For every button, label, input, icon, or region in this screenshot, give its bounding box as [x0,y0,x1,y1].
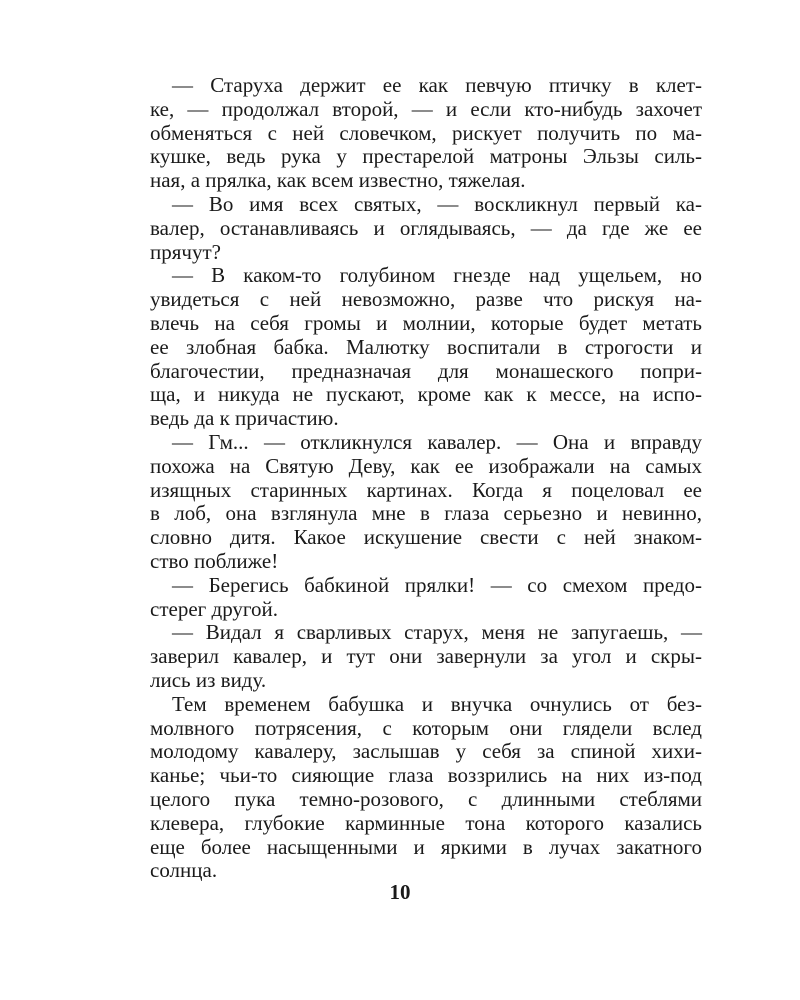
text-line: — Гм... — откликнулся кавалер. — Она и вправду [172,429,702,454]
paragraph [150,693,702,883]
text-line: канье; чьи-то сияющие глаза воззрились на них из-под [150,763,702,788]
text-line: ее злобная бабка. Малютку воспитали в строгости и [150,334,702,359]
text-line: солнца. [150,858,218,883]
text-line: ведь да к причастию. [150,406,339,431]
text-line: ке, — продолжал второй, — и если кто-нибудь захочет [150,96,702,121]
text-line: целого пука темно-розового, с длинными стеблями [150,786,702,811]
text-line: стерег другой. [150,596,278,621]
text-line: молодому кавалеру, заслышав у себя за спиной хихи- [150,739,702,764]
text-line: — В каком-то голубином гнезде над ущельем, но [172,263,702,288]
text-line: еще более насыщенными и яркими в лучах закатного [150,834,702,859]
page-number: 10 [389,880,411,904]
text-line: клевера, глубокие карминные тона которого казались [150,810,702,835]
text-line: — Берегись бабкиной прялки! — со смехом предо- [172,572,702,597]
body-text [150,74,702,883]
paragraph [150,74,702,193]
text-line: Тем временем бабушка и внучка очнулись от без- [172,691,702,716]
paragraph [150,621,702,692]
text-line: заверил кавалер, и тут они завернули за угол и скры- [150,644,702,669]
paragraph [150,574,702,622]
text-line: лись из виду. [150,667,267,692]
paragraph [150,431,702,574]
text-line: молвного потрясения, с которым они глядели вслед [150,715,702,740]
text-line: похожа на Святую Деву, как ее изображали на самых [150,453,702,478]
text-line: обменяться с ней словечком, рискует получить по ма- [150,120,702,145]
text-line: — Видал я сварливых старух, меня не запугаешь, — [172,620,702,645]
text-line: валер, останавливаясь и оглядываясь, — да где же ее [150,215,702,240]
text-line: изящных старинных картинах. Когда я поцеловал ее [150,477,702,502]
text-line: благочестии, предназначая для монашеского попри- [150,358,702,383]
paragraph [150,264,702,431]
text-line: словно дитя. Какое искушение свести с ней знаком- [150,525,702,550]
text-line: — Во имя всех святых, — воскликнул первый ка- [172,191,702,216]
text-line: ща, и никуда не пускают, кроме как к мессе, на испо- [150,382,702,407]
text-line: в лоб, она взглянула мне в глаза серьезно и невинно, [150,501,702,526]
paragraph [150,193,702,264]
text-line: увидеться с ней невозможно, разве что рискуя на- [150,287,702,312]
text-line: влечь на себя громы и молнии, которые будет метать [150,310,702,335]
text-line: — Старуха держит ее как певчую птичку в клет- [172,73,702,97]
text-line: ство поближе! [150,548,279,573]
text-line: кушке, ведь рука у престарелой матроны Эльзы силь- [150,144,702,169]
text-line: ная, а прялка, как всем известно, тяжелая. [150,168,526,193]
text-line: прячут? [150,239,221,264]
